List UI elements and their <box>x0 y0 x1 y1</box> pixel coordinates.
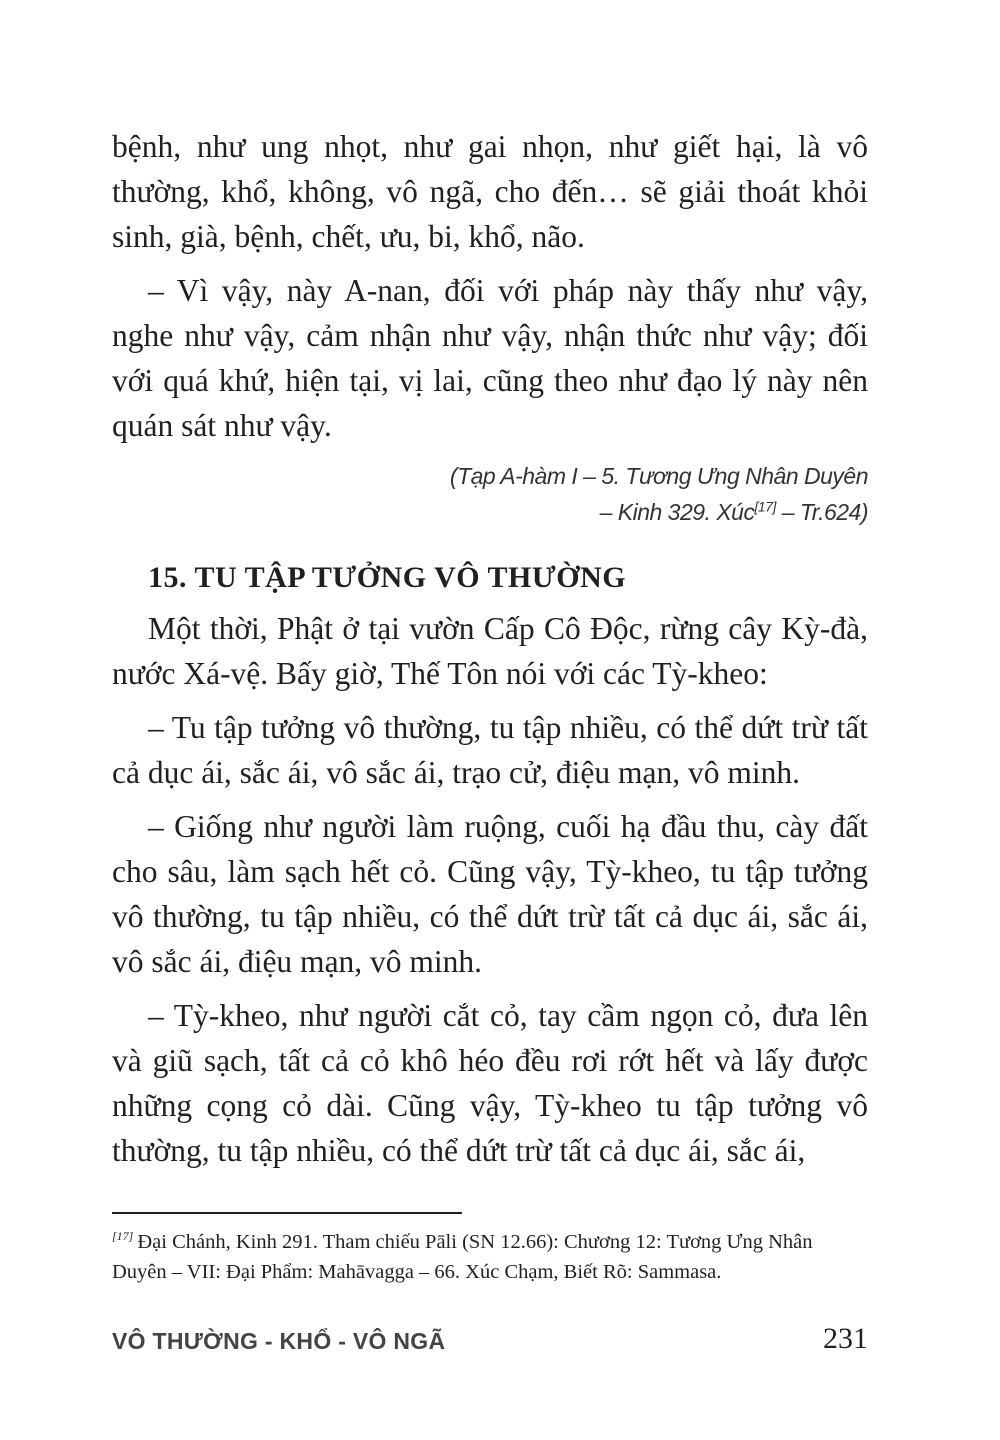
page-number: 231 <box>823 1322 868 1355</box>
citation-line-2-text: – Kinh 329. Xúc <box>599 499 755 525</box>
paragraph-continuation: bệnh, như ung nhọt, như gai nhọn, như giết hại, là vô thường, khổ, không, vô ngã, cho đến… sẽ giải thoát khỏi sinh, già, bệnh, chết, ưu, bi, khổ, não. <box>112 129 868 254</box>
citation-line-1: (Tạp A-hàm I – 5. Tương Ưng Nhân Duyên <box>449 463 868 489</box>
paragraph-teaching-1: – Tu tập tưởng vô thường, tu tập nhiều, có thể dứt trừ tất cả dục ái, sắc ái, vô sắc ái, trạo cử, điệu mạn, vô minh. <box>112 710 868 790</box>
footnote-mark: [17] <box>112 1229 134 1244</box>
paragraph-teaching-3: – Tỳ-kheo, như người cắt cỏ, tay cầm ngọn cỏ, đưa lên và giũ sạch, tất cả cỏ khô héo đều rơi rớt hết và lấy được những cọng cỏ dài. Cũng vậy, Tỳ-kheo tu tập tưởng vô thường, tu tập nhiều, có thể dứt trừ tất cả dục ái, sắc ái, <box>112 998 868 1168</box>
paragraph-intro: Một thời, Phật ở tại vườn Cấp Cô Độc, rừng cây Kỳ-đà, nước Xá-vệ. Bấy giờ, Thế Tôn nói với các Tỳ-kheo: <box>112 611 868 691</box>
footnote-divider <box>112 1212 462 1214</box>
footnote-text: Đại Chánh, Kinh 291. Tham chiếu Pāli (SN 12.66): Chương 12: Tương Ưng Nhân Duyên – VII: Đại Phẩm: Mahāvagga – 66. Xúc Chạm, Biết Rõ: Sammasa. <box>112 1231 813 1283</box>
footnote-reference: [17] <box>754 498 776 515</box>
paragraph-ananda: – Vì vậy, này A-nan, đối với pháp này thấy như vậy, nghe như vậy, cảm nhận như vậy, nhận thức như vậy; đối với quá khứ, hiện tại, vị lai, cũng theo như đạo lý này nên quán sát như vậy. <box>112 273 868 443</box>
footnote <box>112 1227 868 1287</box>
section-heading: 15. TU TẬP TƯỞNG VÔ THƯỜNG <box>148 561 627 594</box>
running-title: VÔ THƯỜNG - KHỔ - VÔ NGÃ <box>112 1328 446 1354</box>
page-body <box>112 124 868 1173</box>
citation-line-2 <box>112 494 868 530</box>
paragraph-teaching-2: – Giống như người làm ruộng, cuối hạ đầu thu, cày đất cho sâu, làm sạch hết cỏ. Cũng vậy, Tỳ-kheo, tu tập tưởng vô thường, tu tập nhiều, có thể dứt trừ tất cả dục ái, sắc ái, vô sắc ái, điệu mạn, vô minh. <box>112 809 868 979</box>
source-citation <box>112 458 868 530</box>
citation-line-2-tail: – Tr.624) <box>775 499 868 525</box>
